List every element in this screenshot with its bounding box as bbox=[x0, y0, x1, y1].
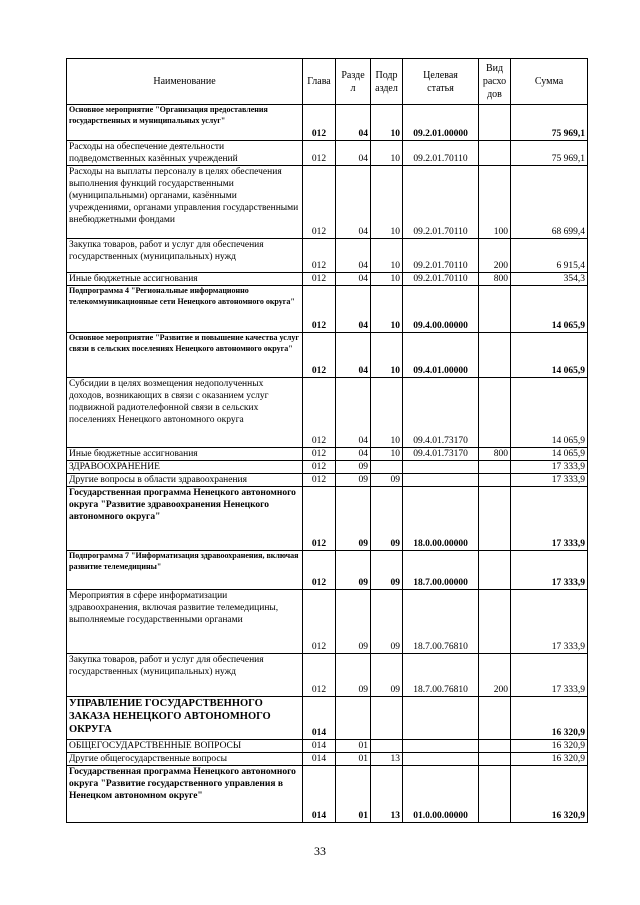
table-row bbox=[67, 753, 588, 766]
cell-section bbox=[336, 697, 371, 740]
cell-sum: 16 320,9 bbox=[511, 697, 588, 740]
cell-sum: 17 333,9 bbox=[511, 654, 588, 697]
cell-kind: 800 bbox=[479, 448, 511, 461]
table-row bbox=[67, 273, 588, 286]
cell-name: Основное мероприятие "Организация предоставления государственных и муниципальных услуг" bbox=[67, 105, 303, 141]
cell-kind: 100 bbox=[479, 166, 511, 239]
cell-chapter: 014 bbox=[303, 697, 336, 740]
cell-kind bbox=[479, 697, 511, 740]
cell-chapter: 014 bbox=[303, 766, 336, 823]
cell-subsection: 10 bbox=[371, 333, 403, 378]
cell-subsection: 09 bbox=[371, 551, 403, 590]
cell-kind bbox=[479, 474, 511, 487]
cell-kind: 800 bbox=[479, 273, 511, 286]
cell-subsection: 09 bbox=[371, 487, 403, 551]
cell-kind bbox=[479, 766, 511, 823]
cell-sum: 17 333,9 bbox=[511, 487, 588, 551]
header-sum: Сумма bbox=[511, 59, 588, 105]
cell-sum: 17 333,9 bbox=[511, 590, 588, 654]
cell-target: 01.0.00.00000 bbox=[403, 766, 479, 823]
cell-subsection: 10 bbox=[371, 141, 403, 166]
cell-section: 09 bbox=[336, 654, 371, 697]
cell-kind bbox=[479, 590, 511, 654]
cell-name: Закупка товаров, работ и услуг для обеспечения государственных (муниципальных) нужд bbox=[67, 239, 303, 273]
cell-section: 04 bbox=[336, 141, 371, 166]
cell-chapter: 012 bbox=[303, 551, 336, 590]
cell-sum: 17 333,9 bbox=[511, 461, 588, 474]
cell-subsection: 10 bbox=[371, 378, 403, 448]
cell-chapter: 012 bbox=[303, 105, 336, 141]
cell-sum: 354,3 bbox=[511, 273, 588, 286]
cell-kind bbox=[479, 753, 511, 766]
cell-chapter: 012 bbox=[303, 590, 336, 654]
table-row bbox=[67, 448, 588, 461]
cell-chapter: 014 bbox=[303, 753, 336, 766]
cell-name: Государственная программа Ненецкого автономного округа "Развитие государственного управления в Ненецком автономном округе" bbox=[67, 766, 303, 823]
cell-sum: 16 320,9 bbox=[511, 740, 588, 753]
table-row bbox=[67, 333, 588, 378]
cell-sum: 16 320,9 bbox=[511, 766, 588, 823]
cell-kind bbox=[479, 141, 511, 166]
cell-target: 09.4.00.00000 bbox=[403, 286, 479, 333]
cell-name: Субсидии в целях возмещения недополученных доходов, возникающих в связи с оказанием услуг подвижной радиотелефонной связи в сельских поселениях Ненецкого автономного округа bbox=[67, 378, 303, 448]
header-kind: Вид расхо дов bbox=[479, 59, 511, 105]
table-row bbox=[67, 697, 588, 740]
cell-section: 01 bbox=[336, 753, 371, 766]
cell-sum: 17 333,9 bbox=[511, 474, 588, 487]
table-row bbox=[67, 487, 588, 551]
header-section: Разде л bbox=[336, 59, 371, 105]
cell-section: 04 bbox=[336, 273, 371, 286]
cell-target bbox=[403, 697, 479, 740]
table-row bbox=[67, 590, 588, 654]
cell-name: ОБЩЕГОСУДАРСТВЕННЫЕ ВОПРОСЫ bbox=[67, 740, 303, 753]
cell-kind: 200 bbox=[479, 239, 511, 273]
cell-target: 09.2.01.70110 bbox=[403, 141, 479, 166]
cell-kind bbox=[479, 333, 511, 378]
cell-target: 09.2.01.70110 bbox=[403, 166, 479, 239]
cell-chapter: 012 bbox=[303, 333, 336, 378]
cell-chapter: 012 bbox=[303, 378, 336, 448]
cell-sum: 68 699,4 bbox=[511, 166, 588, 239]
cell-subsection bbox=[371, 461, 403, 474]
cell-chapter: 014 bbox=[303, 740, 336, 753]
cell-subsection: 09 bbox=[371, 654, 403, 697]
table-row bbox=[67, 654, 588, 697]
cell-section: 04 bbox=[336, 378, 371, 448]
cell-target: 18.7.00.76810 bbox=[403, 654, 479, 697]
cell-target: 09.2.01.00000 bbox=[403, 105, 479, 141]
cell-subsection: 10 bbox=[371, 166, 403, 239]
cell-name: ЗДРАВООХРАНЕНИЕ bbox=[67, 461, 303, 474]
cell-section: 09 bbox=[336, 487, 371, 551]
cell-sum: 75 969,1 bbox=[511, 105, 588, 141]
cell-subsection: 13 bbox=[371, 766, 403, 823]
cell-target: 18.7.00.00000 bbox=[403, 551, 479, 590]
cell-target: 09.4.01.73170 bbox=[403, 448, 479, 461]
cell-subsection: 10 bbox=[371, 239, 403, 273]
cell-section: 04 bbox=[336, 239, 371, 273]
cell-chapter: 012 bbox=[303, 461, 336, 474]
cell-subsection: 10 bbox=[371, 448, 403, 461]
cell-kind: 200 bbox=[479, 654, 511, 697]
table-row bbox=[67, 766, 588, 823]
cell-name: Расходы на выплаты персоналу в целях обеспечения выполнения функций государственными (муниципальными) органами, казёнными учреждениями, органами управления государственными внебюджетными фондами bbox=[67, 166, 303, 239]
cell-section: 09 bbox=[336, 461, 371, 474]
cell-section: 01 bbox=[336, 740, 371, 753]
cell-kind bbox=[479, 461, 511, 474]
cell-target: 09.4.01.73170 bbox=[403, 378, 479, 448]
cell-name: УПРАВЛЕНИЕ ГОСУДАРСТВЕННОГО ЗАКАЗА НЕНЕЦКОГО АВТОНОМНОГО ОКРУГА bbox=[67, 697, 303, 740]
cell-name: Расходы на обеспечение деятельности подведомственных казённых учреждений bbox=[67, 141, 303, 166]
table-row bbox=[67, 239, 588, 273]
cell-target: 09.2.01.70110 bbox=[403, 273, 479, 286]
cell-subsection: 10 bbox=[371, 105, 403, 141]
cell-name: Иные бюджетные ассигнования bbox=[67, 448, 303, 461]
cell-section: 04 bbox=[336, 333, 371, 378]
cell-sum: 14 065,9 bbox=[511, 333, 588, 378]
cell-section: 04 bbox=[336, 166, 371, 239]
cell-target bbox=[403, 474, 479, 487]
cell-chapter: 012 bbox=[303, 239, 336, 273]
cell-kind bbox=[479, 105, 511, 141]
page-number: 33 bbox=[314, 844, 326, 858]
cell-subsection bbox=[371, 697, 403, 740]
cell-subsection: 10 bbox=[371, 273, 403, 286]
cell-chapter: 012 bbox=[303, 474, 336, 487]
cell-chapter: 012 bbox=[303, 448, 336, 461]
cell-kind bbox=[479, 740, 511, 753]
cell-section: 09 bbox=[336, 474, 371, 487]
cell-subsection: 09 bbox=[371, 590, 403, 654]
cell-chapter: 012 bbox=[303, 654, 336, 697]
cell-sum: 16 320,9 bbox=[511, 753, 588, 766]
cell-section: 04 bbox=[336, 105, 371, 141]
cell-name: Другие общегосударственные вопросы bbox=[67, 753, 303, 766]
cell-sum: 6 915,4 bbox=[511, 239, 588, 273]
table-row bbox=[67, 740, 588, 753]
cell-name: Мероприятия в сфере информатизации здравоохранения, включая развитие телемедицины, выполняемые государственными органами bbox=[67, 590, 303, 654]
header-name: Наименование bbox=[67, 59, 303, 105]
cell-sum: 14 065,9 bbox=[511, 378, 588, 448]
header-target: Целевая статья bbox=[403, 59, 479, 105]
cell-subsection: 13 bbox=[371, 753, 403, 766]
cell-name: Другие вопросы в области здравоохранения bbox=[67, 474, 303, 487]
cell-section: 04 bbox=[336, 286, 371, 333]
table-row bbox=[67, 474, 588, 487]
cell-chapter: 012 bbox=[303, 273, 336, 286]
cell-chapter: 012 bbox=[303, 286, 336, 333]
cell-section: 01 bbox=[336, 766, 371, 823]
cell-target: 09.2.01.70110 bbox=[403, 239, 479, 273]
cell-name: Государственная программа Ненецкого автономного округа "Развитие здравоохранения Ненецкого автономного округа" bbox=[67, 487, 303, 551]
header-chapter: Глава bbox=[303, 59, 336, 105]
cell-target bbox=[403, 740, 479, 753]
table-row bbox=[67, 105, 588, 141]
table-row bbox=[67, 551, 588, 590]
cell-sum: 75 969,1 bbox=[511, 141, 588, 166]
cell-kind bbox=[479, 487, 511, 551]
cell-section: 04 bbox=[336, 448, 371, 461]
cell-target: 18.7.00.76810 bbox=[403, 590, 479, 654]
cell-name: Закупка товаров, работ и услуг для обеспечения государственных (муниципальных) нужд bbox=[67, 654, 303, 697]
header-subsection: Подр аздел bbox=[371, 59, 403, 105]
cell-section: 09 bbox=[336, 590, 371, 654]
cell-kind bbox=[479, 286, 511, 333]
cell-sum: 17 333,9 bbox=[511, 551, 588, 590]
table-row bbox=[67, 461, 588, 474]
cell-kind bbox=[479, 378, 511, 448]
table-body bbox=[67, 105, 588, 823]
cell-section: 09 bbox=[336, 551, 371, 590]
table-header-row bbox=[67, 59, 588, 105]
cell-subsection: 10 bbox=[371, 286, 403, 333]
cell-chapter: 012 bbox=[303, 141, 336, 166]
table-row bbox=[67, 378, 588, 448]
cell-subsection bbox=[371, 740, 403, 753]
cell-target: 18.0.00.00000 bbox=[403, 487, 479, 551]
budget-table bbox=[66, 58, 588, 823]
cell-subsection: 09 bbox=[371, 474, 403, 487]
cell-sum: 14 065,9 bbox=[511, 286, 588, 333]
cell-sum: 14 065,9 bbox=[511, 448, 588, 461]
cell-target bbox=[403, 753, 479, 766]
cell-name: Подпрограмма 4 "Региональные информационно телекоммуникационные сети Ненецкого автономного округа" bbox=[67, 286, 303, 333]
table-row bbox=[67, 141, 588, 166]
table-row bbox=[67, 166, 588, 239]
cell-target: 09.4.01.00000 bbox=[403, 333, 479, 378]
cell-name: Подпрограмма 7 "Информатизация здравоохранения, включая развитие телемедицины" bbox=[67, 551, 303, 590]
cell-name: Основное мероприятие "Развитие и повышение качества услуг связи в сельских поселениях Ненецкого автономного округа" bbox=[67, 333, 303, 378]
cell-chapter: 012 bbox=[303, 487, 336, 551]
cell-target bbox=[403, 461, 479, 474]
table-row bbox=[67, 286, 588, 333]
cell-kind bbox=[479, 551, 511, 590]
cell-chapter: 012 bbox=[303, 166, 336, 239]
cell-name: Иные бюджетные ассигнования bbox=[67, 273, 303, 286]
